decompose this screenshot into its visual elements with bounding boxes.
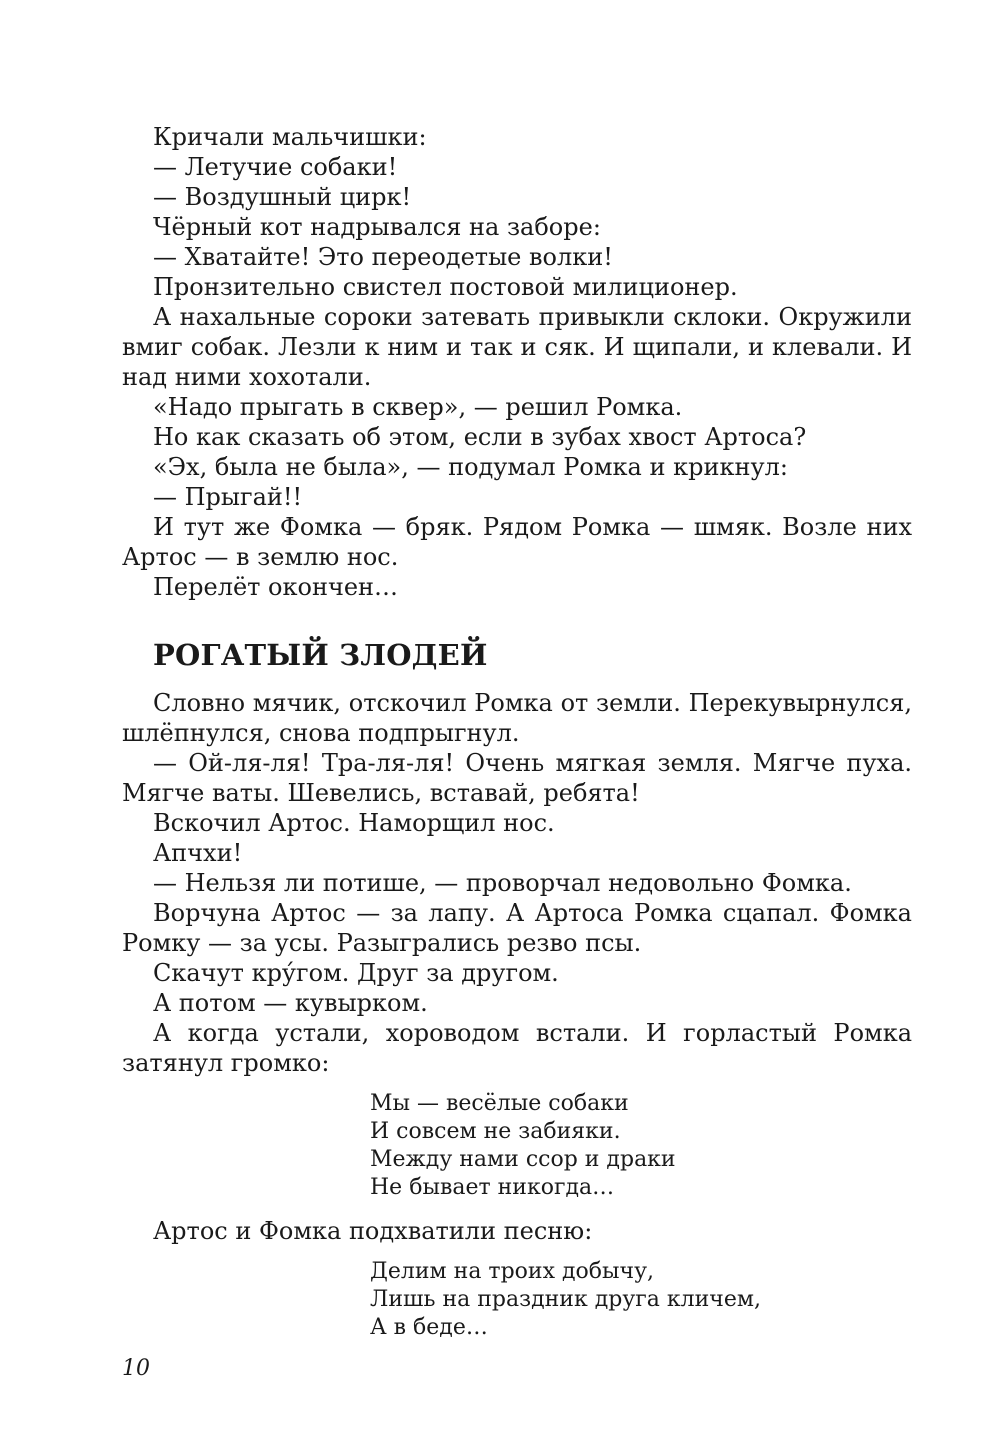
paragraph: — Воздушный цирк!	[153, 183, 412, 211]
paragraph: А потом — кувырком.	[153, 989, 428, 1017]
paragraph: Ворчуна Артос — за лапу. А Артоса Ромка сцапал. Фомка Ромку — за усы. Разыгрались резво псы.	[122, 899, 912, 957]
paragraph: Словно мячик, отскочил Ромка от земли. Перекувырнулся, шлёпнулся, снова подпрыгнул.	[122, 689, 912, 747]
paragraph: Перелёт окончен…	[153, 573, 399, 601]
song-verse-1	[370, 1090, 912, 1202]
page-body	[122, 122, 912, 1356]
paragraph: А когда устали, хороводом встали. И горластый Ромка затянул громко:	[122, 1019, 912, 1077]
paragraph: — Хватайте! Это переодетые волки!	[153, 243, 613, 271]
verse-line: Между нами ссор и драки	[370, 1147, 676, 1172]
paragraph: Вскочил Артос. Наморщил нос.	[153, 809, 555, 837]
verse-line: Мы — весёлые собаки	[370, 1091, 629, 1116]
song-verse-2	[370, 1258, 912, 1342]
paragraph: Апчхи!	[153, 839, 243, 867]
section-horned-villain	[122, 688, 912, 1078]
paragraph: Чёрный кот надрывался на заборе:	[153, 213, 601, 241]
paragraph: — Прыгай!!	[153, 483, 303, 511]
paragraph: Кричали мальчишки:	[153, 123, 427, 151]
verse-line: Не бывает никогда…	[370, 1175, 615, 1200]
verse-line: Лишь на праздник друга кличем,	[370, 1287, 761, 1312]
paragraph: Пронзительно свистел постовой милиционер.	[153, 273, 738, 301]
paragraph: Но как сказать об этом, если в зубах хвост Артоса?	[153, 423, 807, 451]
paragraph: — Летучие собаки!	[153, 153, 398, 181]
verse-line: А в беде…	[370, 1315, 488, 1340]
paragraph: И тут же Фомка — бряк. Рядом Ромка — шмяк. Возле них Артос — в землю нос.	[122, 513, 912, 571]
paragraph: «Эх, была не была», — подумал Ромка и крикнул:	[153, 453, 788, 481]
section-song-continued	[122, 1216, 912, 1246]
verse-line: Делим на троих добычу,	[370, 1259, 655, 1284]
paragraph: — Нельзя ли потише, — проворчал недовольно Фомка.	[153, 869, 852, 897]
paragraph: «Надо прыгать в сквер», — решил Ромка.	[153, 393, 683, 421]
section-flight-ending	[122, 122, 912, 602]
paragraph: — Ой-ля-ля! Тра-ля-ля! Очень мягкая земля. Мягче пуха. Мягче ваты. Шевелись, вставай, ребята!	[122, 749, 912, 807]
verse-line: И совсем не забияки.	[370, 1119, 621, 1144]
paragraph: Артос и Фомка подхватили песню:	[153, 1217, 593, 1245]
chapter-heading: РОГАТЫЙ ЗЛОДЕЙ	[153, 638, 488, 672]
paragraph: А нахальные сороки затевать привыкли склоки. Окружили вмиг собак. Лезли к ним и так и сяк. И щипали, и клевали. И над ними хохотали.	[122, 303, 912, 391]
page-number: 10	[122, 1356, 150, 1381]
paragraph: Скачут кру́гом. Друг за другом.	[153, 959, 559, 987]
